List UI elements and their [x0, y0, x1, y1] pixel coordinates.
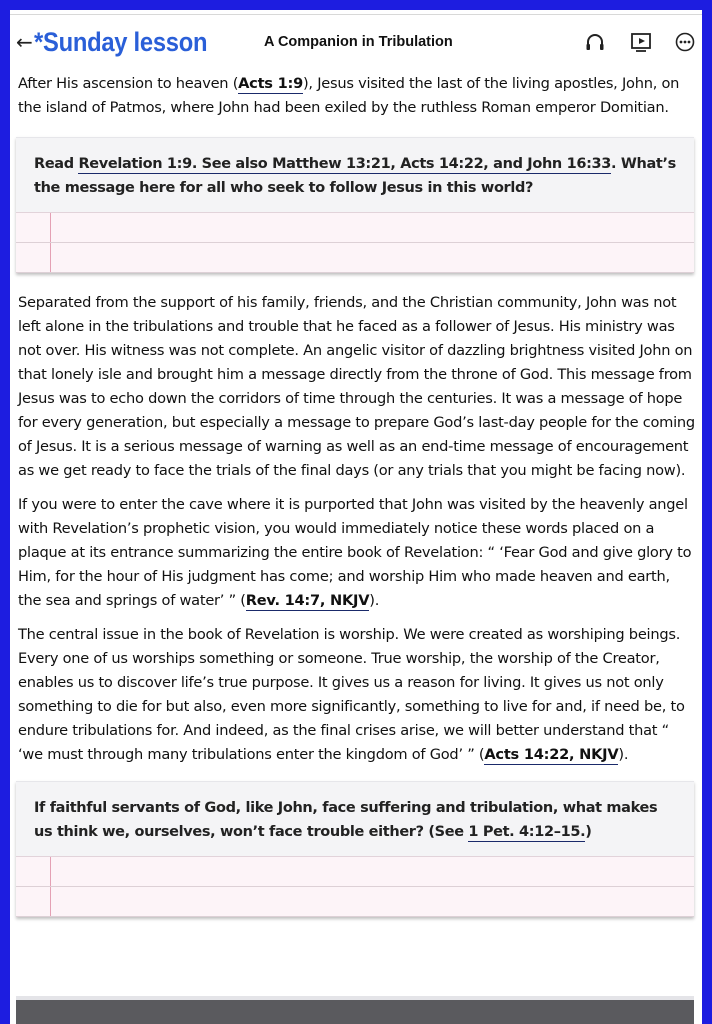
question-box-2: [16, 781, 694, 917]
text: ): [585, 824, 592, 840]
text: The central issue in the book of Revelation is worship. We were created as worshiping beings. Every one of us worships something or someone. True worship, the worship of the Creator, enables us to discover life’s true purpose. It gives us a reason for living. It gives us not only something to die for but also, even more significantly, something to live for and, if need be, to endure tribulations for. And indeed, as the final crises arise, we will better understand that “ ‘we must through many tribulations enter the kingdom of God’ ” (: [18, 626, 685, 763]
lesson-content: [10, 72, 702, 917]
text: After His ascension to heaven (: [18, 75, 239, 92]
text: If you were to enter the cave where it is purported that John was visited by the heavenly angel with Revelation’s prophetic vision, you would immediately notice these words placed on a plaque at its entrance summarizing the entire book of Revelation: “ ‘Fear God and give glory to Him, for the hour of His judgment has come; and worship Him who made heaven and earth, the sea and springs of water’ ” (: [18, 496, 692, 609]
text: Read: [34, 156, 79, 172]
text: ).: [369, 592, 380, 609]
paragraph-body: [10, 493, 702, 613]
answer-area[interactable]: [16, 856, 694, 917]
answer-line[interactable]: [16, 243, 694, 273]
question-box-1: [16, 137, 694, 273]
bottom-toolbar[interactable]: [16, 1000, 694, 1024]
header-divider: [10, 14, 702, 15]
answer-line[interactable]: [16, 213, 694, 243]
page-title: A Companion in Tribulation: [264, 34, 453, 50]
headphones-icon[interactable]: [582, 30, 608, 54]
header-bar: [10, 10, 702, 72]
paragraph-intro: [10, 72, 702, 120]
answer-area[interactable]: [16, 212, 694, 273]
app-window: [10, 10, 702, 1024]
scripture-link[interactable]: Rev. 14:7, NKJV: [245, 592, 370, 609]
text: ).: [618, 746, 629, 763]
text: . What’s the message here for all who seek to follow Jesus in this world?: [34, 156, 676, 196]
text: If faithful servants of God, like John, face suffering and tribulation, what makes us think we, ourselves, won’t face trouble either? (See: [34, 800, 658, 840]
answer-line[interactable]: [16, 887, 694, 917]
scripture-link[interactable]: Acts 1:9: [238, 75, 303, 92]
scripture-link[interactable]: Acts 14:22, NKJV: [484, 746, 619, 763]
paragraph-body: [10, 623, 702, 767]
answer-line[interactable]: [16, 857, 694, 887]
app-title[interactable]: *Sunday lesson: [34, 27, 208, 57]
question-text: [16, 782, 694, 856]
paragraph-body: Separated from the support of his family, friends, and the Christian community, John was not left alone in the tribulations and trouble that he faced as a follower of Jesus. His ministry was not over. His witness was not complete. An angelic visitor of dazzling brightness visited John on that lonely isle and brought him a message directly from the throne of God. This message from Jesus was to echo down the corridors of time through the centuries. It was a message of hope for every generation, but especially a message to prepare God’s last-day people for the coming of Jesus. It is a serious message of warning as well as an end-time message of encouragement as we get ready to face the trials of the final days (or any trials that you might be facing now).: [18, 294, 695, 479]
scripture-link[interactable]: Revelation 1:9. See also Matthew 13:21, Acts 14:22, and John 16:33: [78, 156, 611, 172]
text: ), Jesus visited the last of the living apostles, John, on the island of Patmos, where John had been exiled by the ruthless Roman emperor Domitian.: [18, 75, 680, 116]
play-icon[interactable]: [628, 30, 654, 54]
question-text: [16, 138, 694, 212]
more-icon[interactable]: [672, 30, 698, 54]
back-arrow-icon[interactable]: ←: [16, 30, 33, 54]
scripture-link[interactable]: 1 Pet. 4:12–15.: [468, 824, 586, 840]
